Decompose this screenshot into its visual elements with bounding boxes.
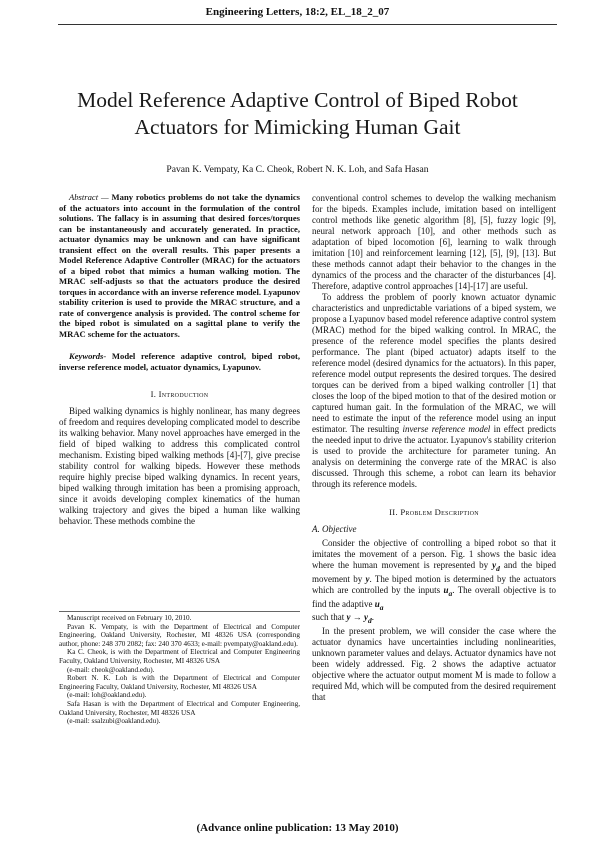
paragraph-actuator-dynamics: In the present problem, we will consider the case where the actuator dynamics have uncertainties including nonlinearities, unknown parameter values and delays. Actuator dynamics have not been widely addressed. Fig. 2 shows the adaptive actuator objective where the actuator output moment M is made to follow a required Md, which will be computed from the desired requirement that xyxy=(312,626,556,703)
footnote-author-4-email: (e-mail: ssalzubi@oakland.edu). xyxy=(67,717,161,726)
math-u-a-2 xyxy=(374,598,384,612)
footnote-author-3-email: (e-mail: loh@oakland.edu). xyxy=(67,691,147,700)
objective-text-d: . The overall objective is to find the adaptive xyxy=(312,584,557,609)
proposal-emphasis: inverse reference model xyxy=(402,424,491,434)
footnotes xyxy=(59,611,300,726)
math-u-a-2-base: u xyxy=(374,598,380,609)
proposal-text-b: in effect predicts the needed input to drive the actuator. Lyapunov's stability criterion is used to provide the architecture for parameter tuning. An analysis on determining the converge rate of the MRAC is also discussed. Through this scheme, a robot can learn its behavior through its reference models. xyxy=(312,424,556,489)
math-u-a-base: u xyxy=(443,584,449,595)
math-y: y xyxy=(365,573,370,584)
keywords-lead: Keywords- xyxy=(69,351,107,361)
footnote-author-3: Robert N. K. Loh is with the Department of Electrical and Computer Engineering Faculty, Oakland University, Rochester, MI 48326 USA xyxy=(59,674,300,691)
subsection-heading-objective: A. Objective xyxy=(312,524,357,534)
footnote-author-2: Ka C. Cheok, is with the Department of Electrical and Computer Engineering Faculty, Oakland University, Rochester, MI 48326 USA xyxy=(59,648,300,665)
header-rule xyxy=(58,24,557,25)
math-y-d-sub: d xyxy=(496,563,500,573)
objective-text-a: Consider the objective of controlling a biped robot so that it imitates the movement of a person. Fig. 1 shows the basic idea where the human movement is represented by xyxy=(312,538,556,570)
abstract xyxy=(59,192,300,339)
keywords xyxy=(59,351,300,372)
math-y-d-base: y xyxy=(492,560,497,570)
footnote-received: Manuscript received on February 10, 2010. xyxy=(67,614,192,622)
publication-footer: (Advance online publication: 13 May 2010) xyxy=(196,822,399,834)
math-u-a-sub: a xyxy=(448,588,453,598)
proposal-text-a: To address the problem of poorly known actuator dynamic characteristics and unpredictable variations of a biped system, we propose a Lyapunov based model reference adaptive control system (MRAC) method for the biped walking control. In MRAC, the presence of the reference model specifies the plants desired performance. The plant (biped actuator) adapts itself to the reference model (desired dynamics for the actuators). In this paper, reference model output represents the desired torques. The desired torques can be derived from a biped walking controller [1] that closes the loop of the biped motion to that of the desired motion or captured human gait. In the formulation of the MRAC, we will need to estimate the input of the reference model using an input estimator. The resulting xyxy=(312,292,556,434)
math-y-d xyxy=(492,560,500,573)
objective-text-b: and the biped movement by xyxy=(312,560,556,584)
keywords-text: Model reference adaptive control, biped robot, inverse reference model, actuator dynamics, Lyapunov. xyxy=(59,351,300,372)
abstract-text: Many robotics problems do not take the dynamics of the actuators into account in the formulation of the control solutions. The fallacy is in assuming that desired forces/torques can be instantaneously and accurately generated. In practice, actuator dynamics may be unknown and can have significant transient effect on the overall results. This paper presents a Model Reference Adaptive Controller (MRAC) for the actuators of a biped robot that mimics a human walking motion. The MRAC self-adjusts so that the actuators produce the desired torques in accordance with an inverse reference model. Lyapunov stability criterion is used to provide the MRAC structure, and a rate of convergence analysis is provided. The control scheme for the biped robot is simulated on a sagittal plane to verify the MRAC scheme for the actuators. xyxy=(59,192,300,339)
footnote-author-2-email: (e-mail: cheok@oakland.edu). xyxy=(67,665,155,674)
paragraph-related-work: conventional control schemes to develop the walking mechanism for the bipeds. Examples include, imitation based on intelligent control methods like genetic algorithm [8], [5], fuzzy logic [9], neural network approach [10], and other methods such as adaptation of biped locomotion [6], learning to walk through imitation [10] and reinforcement learning [12], [5], [9], [13]. But these methods cannot adapt their behavior to the changes in the dynamics of the process and the character of the disturbances [4]. Therefore, adaptive control approaches [14]-[17] are useful. xyxy=(312,193,556,291)
math-u-a xyxy=(443,584,453,598)
objective-text-e: such that xyxy=(312,612,347,623)
paragraph-proposal xyxy=(312,292,556,490)
left-column xyxy=(59,192,300,527)
math-goal xyxy=(346,612,372,626)
paragraph-objective xyxy=(312,538,556,626)
objective-text-f: . xyxy=(371,612,374,623)
math-u-a-2-sub: a xyxy=(379,602,384,612)
math-goal-base: y → y xyxy=(346,612,368,623)
math-goal-sub: d xyxy=(368,616,372,626)
footnote-author-4: Safa Hasan is with the Department of Electrical and Computer Engineering, Oakland University, Rochester, MI 48326 USA xyxy=(59,699,300,717)
objective-text-c: . The biped motion is determined by the actuators which are controlled by the inputs xyxy=(312,573,556,595)
journal-header: Engineering Letters, 18:2, EL_18_2_07 xyxy=(205,6,390,18)
section-heading-problem: II. Problem Description xyxy=(389,507,479,517)
right-column xyxy=(312,193,556,703)
introduction-paragraph: Biped walking dynamics is highly nonlinear, has many degrees of freedom and requires developing complicated model to describe its walking behavior. Many novel approaches have emerged in the field of biped walking to address this complicated control mechanism. Existing biped walking methods [4]-[7], give precise stability control for walking bipeds. However these methods require highly precise biped walking dynamics. In recent years, biped walking through imitation has been a promising approach, since it avoids developing complex kinematics of the human walking trajectory and gives the biped a human like walking behavior. These methods combine the xyxy=(59,406,300,526)
footnote-author-1: Pavan K. Vempaty, is with the Department of Electrical and Computer Engineering, Oakland University, Rochester, MI 48326 USA (corresponding author, phone: 248 370 2082; fax: 240 370 4633; e-mail: pvempaty@oakland.edu). xyxy=(59,622,300,648)
abstract-lead: Abstract — xyxy=(69,192,109,202)
paper-title: Model Reference Adaptive Control of Biped Robot Actuators for Mimicking Human Gait xyxy=(77,88,518,139)
author-list: Pavan K. Vempaty, Ka C. Cheok, Robert N. K. Loh, and Safa Hasan xyxy=(166,164,429,175)
section-heading-introduction: I. Introduction xyxy=(150,389,209,399)
